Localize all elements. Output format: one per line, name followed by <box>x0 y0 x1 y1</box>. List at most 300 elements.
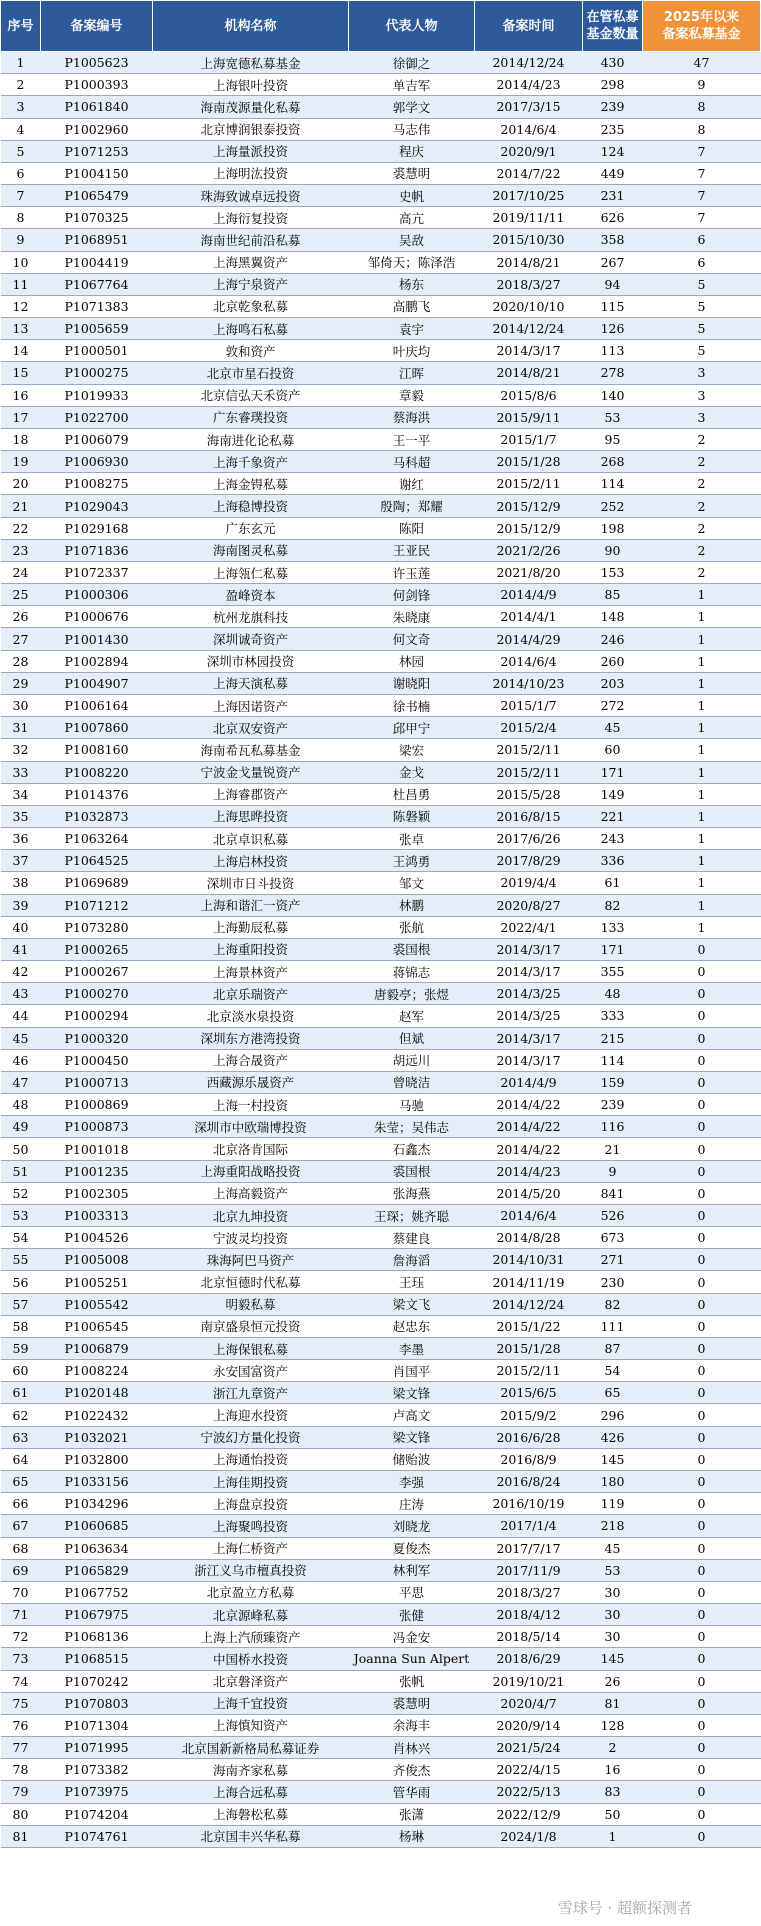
institution-name: 深圳市日斗投资 <box>153 872 349 894</box>
representative: 但斌 <box>349 1027 475 1049</box>
row-index: 57 <box>1 1293 41 1315</box>
table-row <box>1 672 761 694</box>
table-row <box>1 539 761 561</box>
table-row <box>1 295 761 317</box>
filings-2025: 2 <box>643 517 761 539</box>
row-index: 16 <box>1 384 41 406</box>
record-date: 2014/11/19 <box>475 1271 583 1293</box>
managed-fund-count: 145 <box>583 1448 643 1470</box>
record-date: 2017/7/17 <box>475 1537 583 1559</box>
representative: 齐俊杰 <box>349 1759 475 1781</box>
record-date: 2015/2/11 <box>475 473 583 495</box>
institution-name: 上海慎知资产 <box>153 1714 349 1736</box>
filings-2025: 0 <box>643 1537 761 1559</box>
managed-fund-count: 235 <box>583 118 643 140</box>
header-row <box>1 1 761 52</box>
record-id: P1008220 <box>41 761 153 783</box>
managed-fund-count: 272 <box>583 694 643 716</box>
institution-name: 上海佳期投资 <box>153 1471 349 1493</box>
row-index: 6 <box>1 162 41 184</box>
managed-fund-count: 82 <box>583 1293 643 1315</box>
representative: 何文奇 <box>349 628 475 650</box>
institution-name: 浙江义乌市檀真投资 <box>153 1559 349 1581</box>
managed-fund-count: 268 <box>583 451 643 473</box>
representative: 章毅 <box>349 384 475 406</box>
institution-name: 敦和资产 <box>153 340 349 362</box>
managed-fund-count: 148 <box>583 606 643 628</box>
filings-2025: 7 <box>643 140 761 162</box>
filings-2025: 8 <box>643 96 761 118</box>
managed-fund-count: 128 <box>583 1714 643 1736</box>
managed-fund-count: 231 <box>583 185 643 207</box>
record-id: P1071304 <box>41 1714 153 1736</box>
record-date: 2015/12/9 <box>475 517 583 539</box>
table-row <box>1 1737 761 1759</box>
representative: 梁文锋 <box>349 1382 475 1404</box>
record-date: 2017/6/26 <box>475 828 583 850</box>
row-index: 69 <box>1 1559 41 1581</box>
record-id: P1071253 <box>41 140 153 162</box>
table-header <box>1 1 761 52</box>
filings-2025: 0 <box>643 1360 761 1382</box>
table-row <box>1 318 761 340</box>
representative: 谢晓阳 <box>349 672 475 694</box>
managed-fund-count: 333 <box>583 1005 643 1027</box>
row-index: 7 <box>1 185 41 207</box>
filings-2025: 1 <box>643 584 761 606</box>
managed-fund-count: 87 <box>583 1337 643 1359</box>
institution-name: 上海盘京投资 <box>153 1493 349 1515</box>
row-index: 34 <box>1 783 41 805</box>
table-row <box>1 1626 761 1648</box>
row-index: 38 <box>1 872 41 894</box>
table-row <box>1 628 761 650</box>
table-row <box>1 1315 761 1337</box>
table-row <box>1 894 761 916</box>
managed-fund-count: 449 <box>583 162 643 184</box>
record-id: P1006164 <box>41 694 153 716</box>
institution-name: 上海鸣石私募 <box>153 318 349 340</box>
table-row <box>1 185 761 207</box>
representative: 储贻波 <box>349 1448 475 1470</box>
record-date: 2014/4/22 <box>475 1138 583 1160</box>
record-date: 2014/7/22 <box>475 162 583 184</box>
row-index: 22 <box>1 517 41 539</box>
representative: 庄涛 <box>349 1493 475 1515</box>
filings-2025: 0 <box>643 961 761 983</box>
institution-name: 北京国新新格局私募证券 <box>153 1737 349 1759</box>
institution-name: 广东睿璞投资 <box>153 406 349 428</box>
row-index: 17 <box>1 406 41 428</box>
row-index: 53 <box>1 1204 41 1226</box>
representative: 肖林兴 <box>349 1737 475 1759</box>
record-date: 2014/4/22 <box>475 1094 583 1116</box>
institution-name: 上海和谐汇一资产 <box>153 894 349 916</box>
representative: 裘国根 <box>349 1160 475 1182</box>
filings-2025: 0 <box>643 1471 761 1493</box>
record-id: P1071212 <box>41 894 153 916</box>
table-row <box>1 406 761 428</box>
filings-2025: 0 <box>643 1138 761 1160</box>
table-row <box>1 1781 761 1803</box>
institution-name: 北京卓识私募 <box>153 828 349 850</box>
record-id: P1007860 <box>41 717 153 739</box>
institution-name: 上海量派投资 <box>153 140 349 162</box>
representative: 王珏 <box>349 1271 475 1293</box>
record-date: 2014/8/28 <box>475 1227 583 1249</box>
filings-2025: 1 <box>643 650 761 672</box>
filings-2025: 0 <box>643 1648 761 1670</box>
representative: 郭学文 <box>349 96 475 118</box>
record-id: P1071383 <box>41 295 153 317</box>
filings-2025: 0 <box>643 1604 761 1626</box>
institution-name: 深圳市林园投资 <box>153 650 349 672</box>
institution-name: 海南世纪前沿私募 <box>153 229 349 251</box>
managed-fund-count: 430 <box>583 52 643 74</box>
row-index: 50 <box>1 1138 41 1160</box>
table-row <box>1 162 761 184</box>
filings-2025: 0 <box>643 1005 761 1027</box>
row-index: 5 <box>1 140 41 162</box>
institution-name: 珠海阿巴马资产 <box>153 1249 349 1271</box>
record-date: 2020/4/7 <box>475 1692 583 1714</box>
table-row <box>1 517 761 539</box>
institution-name: 上海聚鸣投资 <box>153 1515 349 1537</box>
record-id: P1005008 <box>41 1249 153 1271</box>
record-id: P1004526 <box>41 1227 153 1249</box>
managed-fund-count: 221 <box>583 805 643 827</box>
record-date: 2016/6/28 <box>475 1426 583 1448</box>
representative: 王鸿勇 <box>349 850 475 872</box>
institution-name: 上海千宜投资 <box>153 1692 349 1714</box>
record-id: P1000270 <box>41 983 153 1005</box>
managed-fund-count: 198 <box>583 517 643 539</box>
row-index: 18 <box>1 428 41 450</box>
filings-2025: 3 <box>643 362 761 384</box>
managed-fund-count: 358 <box>583 229 643 251</box>
filings-2025: 0 <box>643 1293 761 1315</box>
managed-fund-count: 230 <box>583 1271 643 1293</box>
record-id: P1001018 <box>41 1138 153 1160</box>
filings-2025: 7 <box>643 185 761 207</box>
managed-fund-count: 267 <box>583 251 643 273</box>
representative: 张健 <box>349 1604 475 1626</box>
table-row <box>1 140 761 162</box>
representative: 张潇 <box>349 1803 475 1825</box>
representative: 李强 <box>349 1471 475 1493</box>
managed-fund-count: 426 <box>583 1426 643 1448</box>
managed-fund-count: 45 <box>583 717 643 739</box>
table-row <box>1 362 761 384</box>
institution-name: 北京盈立方私募 <box>153 1581 349 1603</box>
record-date: 2015/2/11 <box>475 1360 583 1382</box>
table-row <box>1 1648 761 1670</box>
record-date: 2018/3/27 <box>475 1581 583 1603</box>
row-index: 20 <box>1 473 41 495</box>
filings-2025: 0 <box>643 1515 761 1537</box>
filings-2025: 0 <box>643 1426 761 1448</box>
row-index: 23 <box>1 539 41 561</box>
record-date: 2021/8/20 <box>475 561 583 583</box>
managed-fund-count: 239 <box>583 96 643 118</box>
table-row <box>1 872 761 894</box>
row-index: 14 <box>1 340 41 362</box>
institution-name: 杭州龙旗科技 <box>153 606 349 628</box>
managed-fund-count: 298 <box>583 74 643 96</box>
institution-name: 北京信弘天禾资产 <box>153 384 349 406</box>
institution-name: 上海衍复投资 <box>153 207 349 229</box>
record-date: 2015/1/7 <box>475 694 583 716</box>
table-row <box>1 207 761 229</box>
row-index: 35 <box>1 805 41 827</box>
managed-fund-count: 149 <box>583 783 643 805</box>
record-id: P1068515 <box>41 1648 153 1670</box>
managed-fund-count: 53 <box>583 406 643 428</box>
row-index: 30 <box>1 694 41 716</box>
table-row <box>1 1360 761 1382</box>
managed-fund-count: 145 <box>583 1648 643 1670</box>
institution-name: 上海千象资产 <box>153 451 349 473</box>
row-index: 46 <box>1 1049 41 1071</box>
record-id: P1005251 <box>41 1271 153 1293</box>
row-index: 77 <box>1 1737 41 1759</box>
institution-name: 珠海致诚卓远投资 <box>153 185 349 207</box>
managed-fund-count: 21 <box>583 1138 643 1160</box>
record-id: P1002960 <box>41 118 153 140</box>
record-id: P1006545 <box>41 1315 153 1337</box>
record-date: 2015/8/6 <box>475 384 583 406</box>
representative: 张航 <box>349 916 475 938</box>
institution-name: 上海银叶投资 <box>153 74 349 96</box>
institution-name: 海南图灵私募 <box>153 539 349 561</box>
table-row <box>1 495 761 517</box>
filings-2025: 5 <box>643 318 761 340</box>
managed-fund-count: 115 <box>583 295 643 317</box>
filings-2025: 0 <box>643 1227 761 1249</box>
managed-fund-count: 153 <box>583 561 643 583</box>
row-index: 49 <box>1 1116 41 1138</box>
record-date: 2017/8/29 <box>475 850 583 872</box>
managed-fund-count: 626 <box>583 207 643 229</box>
record-id: P1067975 <box>41 1604 153 1626</box>
institution-name: 上海因诺资产 <box>153 694 349 716</box>
representative: 余海丰 <box>349 1714 475 1736</box>
managed-fund-count: 26 <box>583 1670 643 1692</box>
row-index: 39 <box>1 894 41 916</box>
header-institution: 机构名称 <box>153 1 349 52</box>
record-date: 2018/3/27 <box>475 273 583 295</box>
row-index: 64 <box>1 1448 41 1470</box>
row-index: 3 <box>1 96 41 118</box>
table-row <box>1 1537 761 1559</box>
managed-fund-count: 81 <box>583 1692 643 1714</box>
table-row <box>1 1071 761 1093</box>
row-index: 52 <box>1 1182 41 1204</box>
header-managed-funds: 在管私募 基金数量 <box>583 1 643 52</box>
filings-2025: 6 <box>643 251 761 273</box>
institution-name: 上海瓴仁私募 <box>153 561 349 583</box>
institution-name: 上海景林资产 <box>153 961 349 983</box>
managed-fund-count: 53 <box>583 1559 643 1581</box>
table-row <box>1 1604 761 1626</box>
table-row <box>1 694 761 716</box>
filings-2025: 2 <box>643 495 761 517</box>
filings-2025: 0 <box>643 1271 761 1293</box>
table-row <box>1 961 761 983</box>
row-index: 26 <box>1 606 41 628</box>
institution-name: 上海宁泉资产 <box>153 273 349 295</box>
row-index: 19 <box>1 451 41 473</box>
filings-2025: 0 <box>643 1249 761 1271</box>
managed-fund-count: 841 <box>583 1182 643 1204</box>
record-date: 2016/8/9 <box>475 1448 583 1470</box>
record-date: 2015/9/11 <box>475 406 583 428</box>
row-index: 25 <box>1 584 41 606</box>
filings-2025: 5 <box>643 340 761 362</box>
table-row <box>1 1005 761 1027</box>
row-index: 10 <box>1 251 41 273</box>
managed-fund-count: 215 <box>583 1027 643 1049</box>
representative: 单吉军 <box>349 74 475 96</box>
managed-fund-count: 336 <box>583 850 643 872</box>
representative: 赵忠东 <box>349 1315 475 1337</box>
row-index: 68 <box>1 1537 41 1559</box>
representative: 邱甲宁 <box>349 717 475 739</box>
record-date: 2015/1/28 <box>475 451 583 473</box>
managed-fund-count: 133 <box>583 916 643 938</box>
representative: 谢红 <box>349 473 475 495</box>
representative: 陈阳 <box>349 517 475 539</box>
record-id: P1069689 <box>41 872 153 894</box>
row-index: 15 <box>1 362 41 384</box>
record-date: 2015/2/11 <box>475 761 583 783</box>
institution-name: 上海宽德私募基金 <box>153 52 349 74</box>
representative: 林园 <box>349 650 475 672</box>
record-date: 2014/3/17 <box>475 961 583 983</box>
record-date: 2014/10/31 <box>475 1249 583 1271</box>
representative: 叶庆均 <box>349 340 475 362</box>
institution-name: 深圳市中欧瑞博投资 <box>153 1116 349 1138</box>
row-index: 81 <box>1 1825 41 1847</box>
record-date: 2015/5/28 <box>475 783 583 805</box>
record-date: 2014/3/17 <box>475 340 583 362</box>
table-row <box>1 384 761 406</box>
record-date: 2014/4/23 <box>475 1160 583 1182</box>
row-index: 80 <box>1 1803 41 1825</box>
row-index: 58 <box>1 1315 41 1337</box>
table-row <box>1 1249 761 1271</box>
institution-name: 上海启林投资 <box>153 850 349 872</box>
representative: 马志伟 <box>349 118 475 140</box>
row-index: 47 <box>1 1071 41 1093</box>
table-row <box>1 584 761 606</box>
row-index: 9 <box>1 229 41 251</box>
institution-name: 中国桥水投资 <box>153 1648 349 1670</box>
managed-fund-count: 61 <box>583 872 643 894</box>
row-index: 67 <box>1 1515 41 1537</box>
record-date: 2016/10/19 <box>475 1493 583 1515</box>
filings-2025: 1 <box>643 628 761 650</box>
representative: 袁宇 <box>349 318 475 340</box>
managed-fund-count: 95 <box>583 428 643 450</box>
filings-2025: 0 <box>643 1382 761 1404</box>
record-date: 2014/8/21 <box>475 362 583 384</box>
record-id: P1019933 <box>41 384 153 406</box>
filings-2025: 1 <box>643 717 761 739</box>
table-body <box>1 52 761 1848</box>
managed-fund-count: 48 <box>583 983 643 1005</box>
record-date: 2015/1/28 <box>475 1337 583 1359</box>
table-row <box>1 1493 761 1515</box>
record-date: 2019/11/11 <box>475 207 583 229</box>
filings-2025: 3 <box>643 406 761 428</box>
table-row <box>1 1803 761 1825</box>
record-id: P1070803 <box>41 1692 153 1714</box>
record-id: P1005659 <box>41 318 153 340</box>
managed-fund-count: 296 <box>583 1404 643 1426</box>
record-id: P1073975 <box>41 1781 153 1803</box>
row-index: 60 <box>1 1360 41 1382</box>
record-date: 2021/5/24 <box>475 1737 583 1759</box>
record-date: 2015/10/30 <box>475 229 583 251</box>
record-date: 2014/3/25 <box>475 1005 583 1027</box>
header-record-date: 备案时间 <box>475 1 583 52</box>
record-id: P1033156 <box>41 1471 153 1493</box>
representative: 杨东 <box>349 273 475 295</box>
record-id: P1000393 <box>41 74 153 96</box>
filings-2025: 0 <box>643 1803 761 1825</box>
representative: 史帆 <box>349 185 475 207</box>
managed-fund-count: 171 <box>583 761 643 783</box>
record-date: 2017/1/4 <box>475 1515 583 1537</box>
row-index: 27 <box>1 628 41 650</box>
filings-2025: 0 <box>643 1315 761 1337</box>
table-row <box>1 1049 761 1071</box>
record-id: P1000265 <box>41 938 153 960</box>
institution-name: 盈峰资本 <box>153 584 349 606</box>
record-date: 2015/6/5 <box>475 1382 583 1404</box>
institution-name: 上海天演私募 <box>153 672 349 694</box>
managed-fund-count: 82 <box>583 894 643 916</box>
representative: 裘国根 <box>349 938 475 960</box>
record-date: 2014/12/24 <box>475 1293 583 1315</box>
representative: 林利军 <box>349 1559 475 1581</box>
record-date: 2016/8/15 <box>475 805 583 827</box>
table-row <box>1 1337 761 1359</box>
institution-name: 上海上汽颀臻资产 <box>153 1626 349 1648</box>
record-date: 2014/3/17 <box>475 1049 583 1071</box>
representative: 李墨 <box>349 1337 475 1359</box>
row-index: 55 <box>1 1249 41 1271</box>
table-row <box>1 828 761 850</box>
table-row <box>1 273 761 295</box>
table-row <box>1 118 761 140</box>
representative: 马科超 <box>349 451 475 473</box>
row-index: 11 <box>1 273 41 295</box>
record-date: 2018/5/14 <box>475 1626 583 1648</box>
representative: 王琛；姚齐聪 <box>349 1204 475 1226</box>
record-id: P1063264 <box>41 828 153 850</box>
record-id: P1074204 <box>41 1803 153 1825</box>
representative: 朱晓康 <box>349 606 475 628</box>
row-index: 40 <box>1 916 41 938</box>
table-row <box>1 1116 761 1138</box>
filings-2025: 2 <box>643 539 761 561</box>
record-id: P1008160 <box>41 739 153 761</box>
row-index: 42 <box>1 961 41 983</box>
managed-fund-count: 60 <box>583 739 643 761</box>
filings-2025: 0 <box>643 1626 761 1648</box>
